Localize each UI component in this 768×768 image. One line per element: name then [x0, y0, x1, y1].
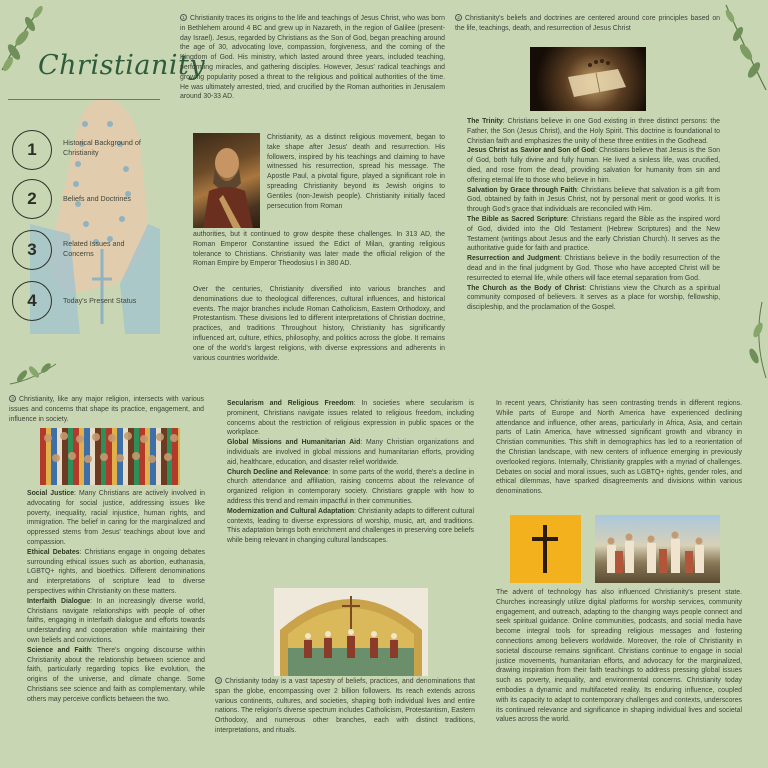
toc-number-4: 4	[12, 281, 52, 321]
section-marker-2: 2	[455, 14, 462, 21]
issue-item: Modernization and Cultural Adaptation: Christianity adapts to different cultural contexts, leading to diverse expressions of worship, music, art, and traditions. This adaptation brings both enrichment and challenges in preserving core beliefs while being relevant in changing cultural landscapes.	[227, 507, 474, 545]
section-marker-3: 3	[9, 395, 16, 402]
page-title: Christianity	[38, 50, 206, 81]
belief-item: The Bible as Sacred Scripture: Christians regard the Bible as the inspired word of God, divided into the Old Testament (Hebrew Scriptures) and the New Testament (writings about Jesus and the early Christian Church). It serves as the authoritative guide for faith and practice.	[467, 215, 721, 253]
toc-number-1: 1	[12, 130, 52, 170]
belief-item: The Trinity: Christians believe in one God existing in three distinct persons: the Father, the Son (Jesus Christ), and the Holy Spirit. This doctrine is foundational to Christian faith and emphasizes the unity of these three entities in the Godhead.	[467, 118, 721, 145]
issue-item: Ethical Debates: Christians engage in ongoing debates surrounding ethical issues such as abortion, euthanasia, LGBTQ+ rights, and bioethics. Different denominations and interpretations of scripture lead to diverse perspectives within Christianity on these matters.	[27, 548, 205, 595]
issue-item: Global Missions and Humanitarian Aid: Many Christian organizations and individuals are involved in global missions and humanitarian efforts, providing aid, healthcare, education, and disaster relief worldwide.	[227, 439, 474, 466]
history-paragraph-1: 1 Christianity traces its origins to the life and teachings of Jesus Christ, who was born in Bethlehem around 4 BC and grew up in Nazareth, in the region of Galilee (present-day Israel). Jesus, regarded by Christians as the Son of God, began preaching around the age of 30, advocating love, compassion, forgiveness, and the coming of the Kingdom of God. His ministry, which lasted around three years, included teaching, performing miracles, and gathering disciples. However, Jesus' radical teachings and growing popularity posed a threat to the religious and political authorities of the time. He was ultimately arrested, tried, and crucified by the Roman authorities in Jerusalem around 30-33 AD.	[180, 15, 445, 101]
crowd-image	[40, 428, 180, 485]
issue-item: Secularism and Religious Freedom: In societies where secularism is prominent, Christians navigate issues related to religious freedom, including concerns about the restriction of religious expression in public spaces or the workplace.	[227, 400, 474, 437]
issues-intro: 3 Christianity, like any major religion, intersects with various issues and concerns that shape its practice, engagement, and influence in society.	[9, 396, 204, 423]
present-paragraph-2: In recent years, Christianity has seen contrasting trends in different regions. While parts of Europe and North America have experienced declining attendance and influence, other areas, particularly in Africa, Asia, and certain parts of Latin America, have witnessed significant growth and vibrancy in Christian communities. This shift in demographics has led to a reorientation of the Christian landscape, with new centers of influence emerging in previously overlooked regions. Internally, Christianity grapples with a myriad of challenges. Debates on social and moral issues, such as LGBTQ+ rights, gender roles, and ethical dilemmas, have sparked disagreements and divisions within various denominations.	[496, 400, 742, 496]
apostle-paul-portrait-image	[193, 133, 260, 228]
toc-number-2: 2	[12, 179, 52, 219]
issue-item: Science and Faith: There's ongoing discourse within Christianity about the relationship between science and faith, particularly regarding topics like evolution, the origins of the universe, and climate change. Some Christians see science and faith as complementary, while others may perceive conflicts between the two.	[27, 646, 205, 703]
history-paragraph-2b: authorities, but it continued to grow despite these challenges. In 313 AD, the Roman Emperor Constantine issued the Edict of Milan, granting religious tolerance to Christians. Christianity was later made the official religion of the Roman Empire by Emperor Theodosius I in 380 AD.	[193, 231, 445, 268]
bible-rosary-image	[530, 47, 646, 111]
belief-item: The Church as the Body of Christ: Christians view the Church as a spiritual community composed of believers. It serves as a place for worship, fellowship, discipleship, and the proclamation of the Gospel.	[467, 284, 720, 312]
belief-item: Resurrection and Judgment: Christians believe in the bodily resurrection of the dead and in the final judgment by God. Those who have accepted Christ will be resurrected to eternal life, while others will face eternal separation from God.	[467, 255, 720, 282]
belief-item: Salvation by Grace through Faith: Christians believe that salvation is a gift from God, obtained by faith in Jesus Christ, not by personal merit or good works. It is through God's grace that individuals are reconciled with Him.	[467, 186, 720, 214]
section-marker-1: 1	[180, 14, 187, 21]
leaf-decoration-bottom-left-icon	[8, 360, 58, 386]
issues-column-1	[27, 489, 205, 705]
cross-icon	[510, 515, 581, 583]
beliefs-intro: 2 Christianity's beliefs and doctrines are centered around core principles based on the life, teachings, death, and resurrection of Jesus Christ	[455, 15, 720, 32]
issues-column-2	[227, 399, 474, 546]
belief-item: Jesus Christ as Savior and Son of God: Christians believe that Jesus is the Son of God, both fully divine and fully human. He lived a sinless life, was crucified, died, and rose from the dead, providing salvation for humanity from sin and offering eternal life to those who believe in him.	[467, 147, 720, 184]
issue-item: Church Decline and Relevance: In some parts of the world, there's a decline in church attendance and affiliation, raising concerns about the relevance of organized religion in contemporary society. Christians grapple with how to address this trend and remain impactful in their communities.	[227, 468, 474, 505]
history-paragraph-2a: Christianity, as a distinct religious movement, began to take shape after Jesus' death and resurrection. His followers, inspired by his teachings and claiming to have witnessed his resurrection, spread his message. The Apostle Paul, a pivotal figure, played a significant role in spreading Christianity beyond its Jewish origins to Gentiles (non-Jewish people). Christianity initially faced persecution from Roman	[267, 134, 445, 210]
toc-label-1: Historical Background of Christianity	[63, 138, 141, 157]
section-marker-4: 4	[215, 677, 222, 684]
toc-label-4: Today's Present Status	[63, 296, 137, 305]
title-divider	[8, 99, 160, 100]
present-paragraph-3: The advent of technology has also influenced Christianity's present state. Churches increasingly utilize digital platforms for worship services, community engagement, and outreach, adapting to the changing ways people connect and seek spiritual guidance. Online communities, podcasts, and social media have become integral tools for spreading religious messages and fostering connections among believers worldwide. Moreover, the role of Christianity in societal discourse remains significant. Christians continue to engage in social justice movements, humanitarian efforts, and advocacy for the marginalized, drawing inspiration from their faith teachings to address pressing global issues such as poverty, inequality, and environmental concerns. Christianity today embodies a dynamic and multifaceted reality. Its enduring influence, coupled with its capacity to adapt to contemporary challenges and contexts, underscores its continued relevance and significance in shaping individual lives and societal values across the world.	[496, 589, 742, 724]
history-paragraph-3: Over the centuries, Christianity diversified into various branches and denominations due to theological differences, cultural influences, and historical events. The major branches include Roman Catholicism, Eastern Orthodoxy, and Protestantism. These divisions led to different interpretations of Christian doctrine, practices, and traditions Throughout history, Christianity has significantly influenced art, culture, ethics, philosophy, and politics across the globe. It remains one of the world's largest religions, with diverse expressions and adherents in various countries worldwide.	[193, 286, 445, 362]
toc-label-2: Beliefs and Doctrines	[63, 194, 131, 203]
present-paragraph-1: 4 Christianity today is a vast tapestry of beliefs, practices, and denominations that span the globe, encompassing over 2 billion followers. Its reach extends across various continents, cultures, and societies, shaping both individual lives and entire nations. The religion's diverse spectrum includes Catholicism, Protestantism, Eastern Orthodoxy, and numerous other branches, each with distinct traditions, interpretations, and rituals.	[215, 678, 475, 734]
church-mosaic-image	[274, 588, 428, 676]
leaf-decoration-mid-right-icon	[732, 300, 768, 380]
issue-item: Social Justice: Many Christians are actively involved in advocating for social justice, addressing issues like poverty, inequality, racial injustice, human rights, and immigration. The belief in caring for the marginalized and oppressed stems from Jesus' teachings about love and compassion.	[27, 490, 205, 546]
issue-item: Interfaith Dialogue: In an increasingly diverse world, Christians navigate relationships with people of other faiths, engaging in interfaith dialogue and efforts towards understanding and cooperation while maintaining their own beliefs and convictions.	[27, 597, 205, 644]
toc-number-3: 3	[12, 230, 52, 270]
beliefs-list	[467, 117, 720, 313]
baptism-painting-image	[595, 515, 720, 583]
toc-label-3: Related Issues and Concerns	[63, 239, 125, 258]
